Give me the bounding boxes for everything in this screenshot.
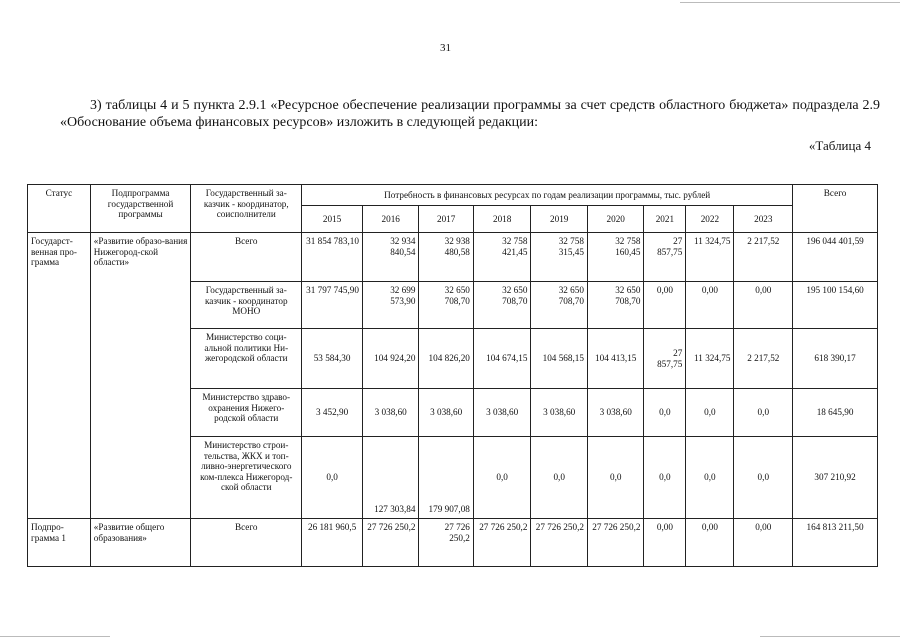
cell-total: 164 813 211,50 xyxy=(793,519,878,567)
cell-value: 27 726 250,2 xyxy=(362,519,419,567)
cell-customer: Государственный за-казчик - координатор МОНО xyxy=(191,282,302,329)
header-year: 2023 xyxy=(734,206,793,233)
cell-value: 0,00 xyxy=(644,282,686,329)
cell-customer: Всего xyxy=(191,233,302,282)
cell-status: Подпро-грамма 1 xyxy=(28,519,91,567)
cell-value: 127 303,84 xyxy=(362,437,419,519)
cell-customer: Министерство соци-альной политики Ни-жегородской области xyxy=(191,329,302,389)
cell-value: 3 038,60 xyxy=(419,389,473,437)
cell-customer: Министерство строи-тельства, ЖКХ и топ-ливно-энергетического ком-плекса Нижегород-ской области xyxy=(191,437,302,519)
cell-value: 31 854 783,10 xyxy=(302,233,363,282)
cell-value: 11 324,75 xyxy=(686,329,734,389)
cell-value: 0,0 xyxy=(302,437,363,519)
cell-total: 307 210,92 xyxy=(793,437,878,519)
cell-total: 18 645,90 xyxy=(793,389,878,437)
header-total: Всего xyxy=(793,185,878,233)
cell-total: 195 100 154,60 xyxy=(793,282,878,329)
table-row xyxy=(28,519,878,567)
cell-value: 11 324,75 xyxy=(686,233,734,282)
intro-paragraph: 3) таблицы 4 и 5 пункта 2.9.1 «Ресурсное обеспечение реализации программы за счет средств областного бюджета» подраздела 2.9 «Обоснование объема финансовых ресурсов» изложить в следующей редакции: xyxy=(60,98,880,130)
cell-total: 196 044 401,59 xyxy=(793,233,878,282)
cell-status: Государст-венная про-грамма xyxy=(28,233,91,519)
cell-value: 32 650 708,70 xyxy=(531,282,588,329)
scan-artifact-top xyxy=(680,2,900,3)
cell-value: 27 726 250,2 xyxy=(419,519,473,567)
cell-value: 0,0 xyxy=(587,437,644,519)
cell-value: 31 797 745,90 xyxy=(302,282,363,329)
cell-value: 0,0 xyxy=(644,389,686,437)
cell-value: 27 857,75 xyxy=(644,329,686,389)
cell-value: 3 038,60 xyxy=(531,389,588,437)
cell-value: 104 674,15 xyxy=(473,329,531,389)
header-subprogram: Подпрограмма государственной программы xyxy=(90,185,190,233)
header-status: Статус xyxy=(28,185,91,233)
cell-value: 104 568,15 xyxy=(531,329,588,389)
cell-value: 0,0 xyxy=(686,389,734,437)
table-row xyxy=(28,233,878,282)
cell-value: 32 938 480,58 xyxy=(419,233,473,282)
cell-value: 27 726 250,2 xyxy=(531,519,588,567)
cell-value: 0,0 xyxy=(473,437,531,519)
cell-value: 32 650 708,70 xyxy=(473,282,531,329)
cell-value: 26 181 960,5 xyxy=(302,519,363,567)
cell-value: 32 758 160,45 xyxy=(587,233,644,282)
cell-value: 0,0 xyxy=(531,437,588,519)
cell-value: 3 038,60 xyxy=(587,389,644,437)
cell-value: 32 934 840,54 xyxy=(362,233,419,282)
cell-customer: Всего xyxy=(191,519,302,567)
cell-customer: Министерство здраво-охранения Нижего-родской области xyxy=(191,389,302,437)
page-number: 31 xyxy=(440,42,451,54)
cell-value: 2 217,52 xyxy=(734,233,793,282)
cell-value: 32 699 573,90 xyxy=(362,282,419,329)
cell-value: 32 758 421,45 xyxy=(473,233,531,282)
scan-artifact-bottom-left xyxy=(0,636,110,637)
header-year: 2017 xyxy=(419,206,473,233)
cell-value: 0,00 xyxy=(686,282,734,329)
cell-value: 0,00 xyxy=(686,519,734,567)
cell-value: 3 038,60 xyxy=(473,389,531,437)
cell-value: 0,0 xyxy=(644,437,686,519)
header-year: 2018 xyxy=(473,206,531,233)
cell-value: 0,00 xyxy=(734,282,793,329)
cell-value: 0,0 xyxy=(734,389,793,437)
header-customer: Государственный за-казчик - координатор, соисполнители xyxy=(191,185,302,233)
header-need: Потребность в финансовых ресурсах по годам реализации программы, тыс. рублей xyxy=(302,185,793,206)
cell-subprogram: «Развитие общего образования» xyxy=(90,519,190,567)
cell-value: 0,0 xyxy=(734,437,793,519)
cell-value: 27 857,75 xyxy=(644,233,686,282)
header-year: 2022 xyxy=(686,206,734,233)
cell-value: 3 038,60 xyxy=(362,389,419,437)
header-year: 2020 xyxy=(587,206,644,233)
table-caption: «Таблица 4 xyxy=(808,138,871,153)
cell-value: 3 452,90 xyxy=(302,389,363,437)
cell-value: 32 650 708,70 xyxy=(587,282,644,329)
header-year: 2021 xyxy=(644,206,686,233)
cell-value: 2 217,52 xyxy=(734,329,793,389)
header-year: 2019 xyxy=(531,206,588,233)
header-year: 2015 xyxy=(302,206,363,233)
cell-value: 104 924,20 xyxy=(362,329,419,389)
cell-value: 32 758 315,45 xyxy=(531,233,588,282)
cell-value: 104 826,20 xyxy=(419,329,473,389)
cell-value: 53 584,30 xyxy=(302,329,363,389)
cell-value: 32 650 708,70 xyxy=(419,282,473,329)
cell-total: 618 390,17 xyxy=(793,329,878,389)
cell-value: 0,0 xyxy=(686,437,734,519)
resource-table xyxy=(27,184,878,567)
cell-value: 27 726 250,2 xyxy=(587,519,644,567)
header-year: 2016 xyxy=(362,206,419,233)
cell-value: 179 907,08 xyxy=(419,437,473,519)
cell-value: 27 726 250,2 xyxy=(473,519,531,567)
cell-subprogram: «Развитие образо-вания Нижегород-ской области» xyxy=(90,233,190,519)
cell-value: 0,00 xyxy=(734,519,793,567)
scan-artifact-bottom-right xyxy=(760,636,900,637)
cell-value: 104 413,15 xyxy=(587,329,644,389)
cell-value: 0,00 xyxy=(644,519,686,567)
